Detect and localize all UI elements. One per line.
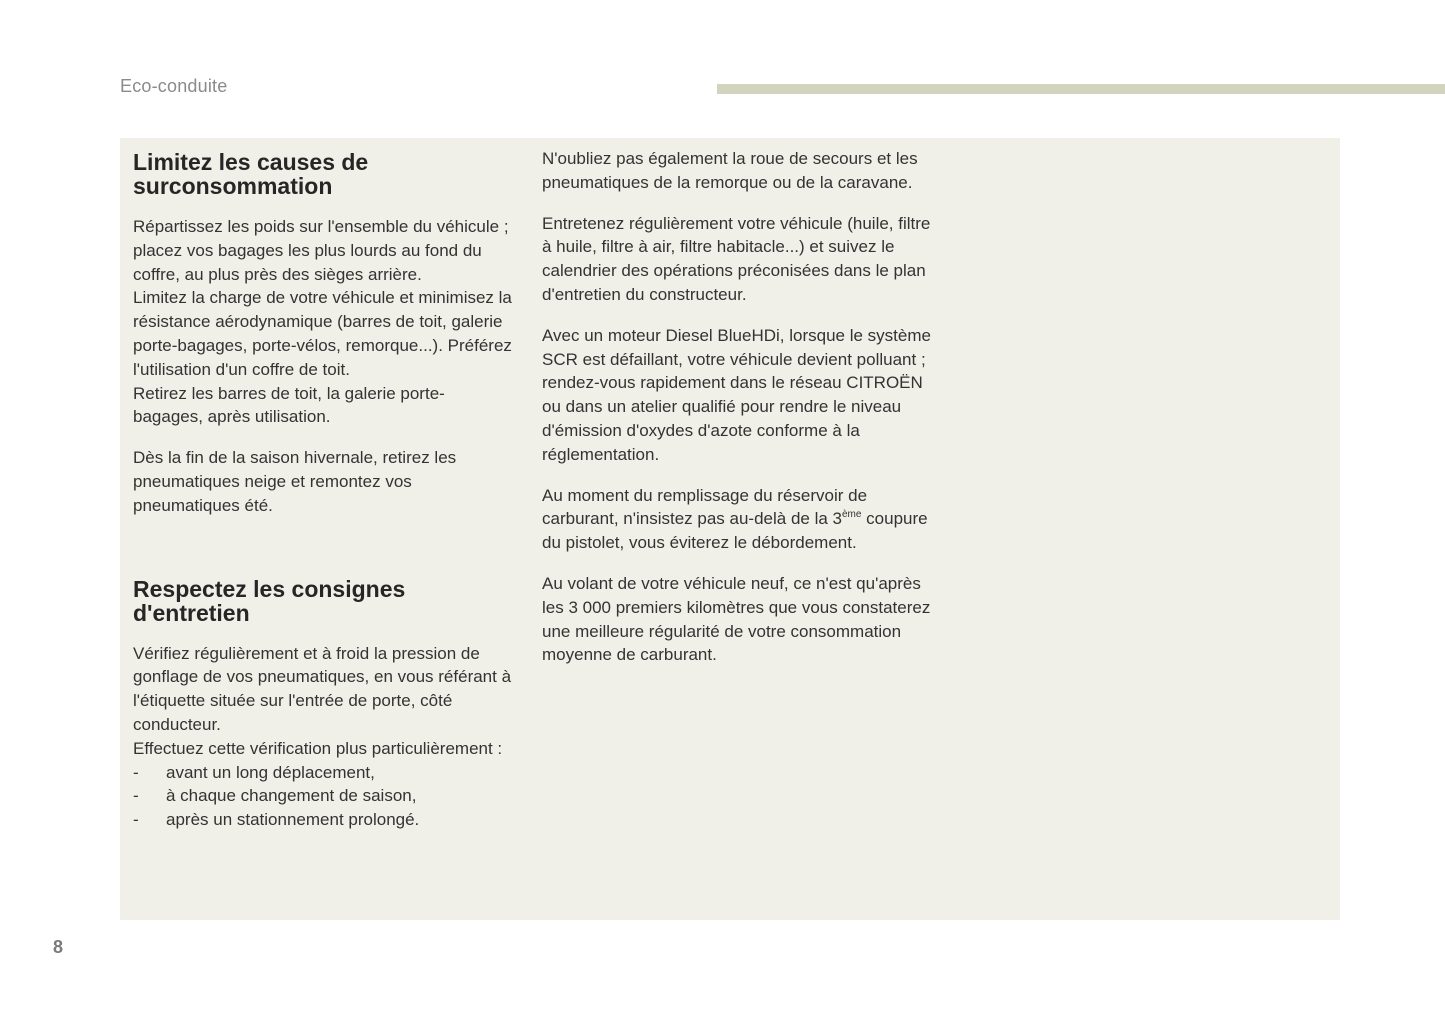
list-item — [133, 761, 513, 785]
list-item-text: avant un long déplacement, — [166, 762, 375, 782]
paragraph-roue-secours: N'oubliez pas également la roue de secours et les pneumatiques de la remorque ou de la caravane. — [542, 149, 918, 192]
page-number: 8 — [53, 937, 64, 957]
paragraph-remplissage-reservoir — [542, 484, 942, 555]
paragraph-pression-pneus: Vérifiez régulièrement et à froid la pression de gonflage de vos pneumatiques, en vous référant à l'étiquette située sur l'entrée de porte, côté conducteur. — [133, 643, 512, 734]
list-item-text: à chaque changement de saison, — [166, 786, 417, 806]
remplissage-text-start: Au moment du remplissage du réservoir de carburant, n'insistez pas au-delà de la 3 — [542, 485, 868, 529]
dash-marker: - — [133, 810, 139, 830]
list-item-text: après un stationnement prolongé. — [166, 810, 420, 830]
paragraph-bluehdi-scr: Avec un moteur Diesel BlueHDi, lorsque le système SCR est défaillant, votre véhicule devient polluant ; rendez-vous rapidement dans le réseau CITROËN ou dans un atelier qualifié pour rendre le niveau d'émission d'oxydes d'azote conforme à la réglementation. — [542, 325, 931, 464]
heading-entretien: Respectez les consignes d'entretien — [133, 575, 406, 626]
paragraph-retirez-barres: Retirez les barres de toit, la galerie porte-bagages, après utilisation. — [133, 383, 445, 427]
section-header-title: Eco-conduite — [120, 76, 228, 96]
list-item — [133, 784, 513, 808]
paragraph-entretien-vehicule: Entretenez régulièrement votre véhicule (huile, filtre à huile, filtre à air, filtre habitacle...) et suivez le calendrier des opérations préconisées dans le plan d'entretien du constructeur. — [542, 213, 931, 304]
remplissage-text-end: coupure du pistolet, vous éviterez le débordement. — [542, 509, 928, 553]
paragraph-pneus-neige: Dès la fin de la saison hivernale, retirez les pneumatiques neige et remontez vos pneumatiques été. — [133, 448, 457, 515]
paragraph-verification: Effectuez cette vérification plus particulièrement : — [133, 738, 503, 758]
dash-marker: - — [133, 762, 139, 782]
dash-marker: - — [133, 786, 139, 806]
content-panel — [120, 138, 1340, 920]
list-item — [133, 808, 513, 832]
right-column — [542, 138, 942, 667]
paragraph-limitez-charge: Limitez la charge de votre véhicule et minimisez la résistance aérodynamique (barres de toit, galerie porte-bagages, porte-vélos, remorque...). Préférez l'utilisation d'un coffre de toit. — [133, 288, 512, 379]
verification-list — [133, 761, 513, 832]
header-accent-bar — [717, 84, 1445, 94]
heading-surconsommation: Limitez les causes de surconsommation — [133, 149, 369, 199]
ordinal-superscript: ème — [841, 509, 862, 521]
paragraph-repartition-poids: Répartissez les poids sur l'ensemble du véhicule ; placez vos bagages les plus lourds au fond du coffre, au plus près des sièges arrière. — [133, 217, 509, 284]
left-column — [133, 138, 513, 832]
paragraph-vehicule-neuf: Au volant de votre véhicule neuf, ce n'est qu'après les 3 000 premiers kilomètres que vous constaterez une meilleure régularité de votre consommation moyenne de carburant. — [542, 573, 931, 665]
